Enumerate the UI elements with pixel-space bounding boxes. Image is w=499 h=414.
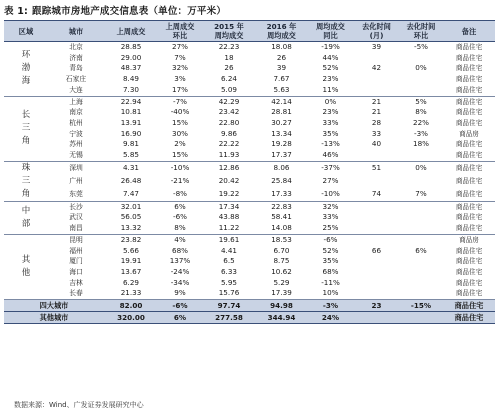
value-cell: -10% (307, 188, 354, 202)
value-cell (354, 223, 399, 234)
city-cell: 厦门 (69, 257, 83, 266)
value-cell: 32.01 (120, 201, 142, 211)
value-cell: 7.47 (104, 188, 158, 202)
value-cell (354, 201, 399, 212)
value-cell: -6% (173, 212, 187, 222)
value-cell: -3% (414, 128, 428, 138)
city-cell: 昆明 (69, 235, 83, 244)
table-row (4, 85, 495, 96)
value-cell: 22.94 (120, 96, 142, 106)
value-cell: 4.31 (122, 162, 139, 172)
total-row (4, 300, 495, 312)
city-cell: 南昌 (48, 223, 104, 234)
value-cell (399, 201, 443, 212)
value-cell: 22.80 (218, 117, 240, 127)
value-cell (354, 267, 399, 278)
table-row (4, 223, 495, 234)
value-cell: 277.58 (202, 312, 256, 324)
header-weekly-yoy: 周均成交 同比 (307, 21, 354, 42)
value-cell: 0% (415, 162, 427, 172)
value-cell (354, 312, 399, 324)
value-cell: 74 (354, 188, 399, 202)
value-cell: 8.49 (122, 74, 139, 84)
value-cell: 94.98 (256, 300, 307, 312)
value-cell: 40 (371, 139, 382, 149)
table-row (4, 288, 495, 299)
value-cell: 13.67 (120, 266, 142, 276)
value-cell: 43.88 (218, 212, 240, 222)
value-cell: 7% (399, 188, 443, 202)
value-cell: 23 (354, 300, 399, 312)
value-cell: 24% (307, 312, 354, 324)
value-cell: 7.30 (104, 85, 158, 96)
note-cell: 商品住宅 (455, 43, 483, 51)
header-last-week: 上周成交 (104, 21, 158, 42)
value-cell: 28 (371, 117, 382, 127)
value-cell: 39 (371, 42, 382, 51)
header-region: 区域 (4, 21, 48, 42)
value-cell: -37% (321, 162, 340, 172)
note-cell: 商品住宅 (455, 267, 483, 276)
value-cell (399, 267, 443, 278)
note-cell: 商品住宅 (455, 213, 483, 222)
value-cell (399, 150, 443, 161)
region-char: 三 (21, 123, 31, 134)
value-cell: 39 (276, 63, 287, 73)
note-cell: 商品住宅 (455, 97, 483, 106)
table-title-text: 跟踪城市房地产成交信息表（单位：万平米） (32, 6, 227, 17)
city-cell: 大连 (48, 85, 104, 96)
note-cell: 商品住宅 (443, 312, 495, 324)
note-cell: 商品住宅 (455, 257, 483, 266)
value-cell: 5% (415, 96, 427, 106)
note-cell: 商品住宅 (455, 64, 483, 73)
value-cell: 6% (174, 201, 186, 211)
value-cell: -34% (170, 277, 190, 287)
region-char: 中 (21, 205, 31, 216)
value-cell: 21.33 (104, 288, 158, 299)
city-cell: 济南 (69, 53, 83, 62)
value-cell: 11.93 (202, 150, 256, 161)
value-cell: 9.81 (122, 139, 139, 149)
city-cell: 长春 (48, 288, 104, 299)
value-cell: 3% (174, 74, 186, 84)
value-cell (399, 175, 443, 188)
note-cell: 商品住宅 (455, 163, 483, 172)
value-cell: 20.42 (218, 175, 240, 185)
value-cell: 6% (415, 245, 427, 255)
table-row (4, 175, 495, 188)
value-cell: 8% (158, 223, 202, 234)
value-cell: 2% (174, 139, 186, 149)
value-cell: 42.14 (271, 96, 292, 106)
value-cell: -6% (158, 300, 202, 312)
value-cell (399, 85, 443, 96)
value-cell: 12.86 (218, 162, 240, 172)
value-cell (354, 53, 399, 64)
value-cell: 23% (322, 74, 339, 84)
total-row (4, 312, 495, 324)
value-cell (399, 278, 443, 289)
note-cell: 商品住宅 (443, 188, 495, 202)
value-cell: -21% (170, 175, 190, 185)
value-cell: 27% (172, 42, 188, 51)
value-cell (354, 256, 399, 267)
value-cell: 320.00 (104, 312, 158, 324)
value-cell: 17.34 (218, 201, 240, 211)
city-cell: 北京 (69, 43, 83, 51)
value-cell (354, 234, 399, 245)
city-cell: 石家庄 (65, 75, 87, 84)
table-header (4, 21, 495, 42)
value-cell: -15% (399, 300, 443, 312)
region-cell (4, 96, 48, 161)
city-cell: 宁波 (69, 129, 83, 138)
table-row (4, 107, 495, 118)
value-cell: 33% (322, 117, 339, 127)
value-cell: 30% (172, 128, 188, 138)
value-cell: 6% (158, 312, 202, 324)
note-cell: 商品住宅 (455, 278, 483, 287)
table-row (4, 212, 495, 223)
value-cell: 68% (172, 245, 188, 255)
value-cell: 10.81 (120, 107, 142, 117)
value-cell (354, 212, 399, 223)
value-cell (399, 234, 443, 245)
value-cell: 6.29 (122, 277, 139, 287)
value-cell (399, 74, 443, 85)
value-cell: 19.28 (271, 139, 292, 149)
city-transactions-table (4, 20, 495, 324)
table-row (4, 96, 495, 107)
value-cell (399, 288, 443, 299)
table-row (4, 139, 495, 150)
value-cell (399, 223, 443, 234)
value-cell: 19.91 (120, 256, 142, 266)
note-cell: 商品住宅 (443, 150, 495, 161)
value-cell: 0% (415, 63, 427, 73)
value-cell: 23.42 (218, 107, 240, 117)
value-cell: 15% (158, 150, 202, 161)
header-inventory-months: 去化时间 (月) (354, 21, 399, 42)
value-cell: 7% (174, 52, 186, 62)
city-cell: 深圳 (69, 163, 83, 172)
value-cell: 33 (371, 128, 382, 138)
total-label: 其他城市 (4, 312, 104, 324)
value-cell: 18.53 (271, 234, 292, 244)
value-cell: 29.00 (120, 52, 142, 62)
value-cell: 35% (322, 256, 339, 266)
value-cell (399, 312, 443, 324)
table-row (4, 246, 495, 257)
value-cell: 19.22 (202, 188, 256, 202)
city-cell: 武汉 (69, 213, 83, 222)
city-cell: 杭州 (69, 118, 83, 127)
value-cell: 8.06 (273, 162, 290, 172)
value-cell: 68% (322, 266, 339, 276)
value-cell: 17.37 (256, 150, 307, 161)
value-cell: 28.85 (120, 42, 142, 51)
value-cell: 7.67 (273, 74, 290, 84)
value-cell: 344.94 (256, 312, 307, 324)
city-cell: 福州 (69, 246, 83, 255)
value-cell: 18.08 (271, 42, 292, 51)
value-cell: 66 (371, 245, 382, 255)
table-row (4, 42, 495, 53)
note-cell: 商品住宅 (455, 246, 483, 255)
value-cell: 13.32 (104, 223, 158, 234)
value-cell: 5.85 (104, 150, 158, 161)
table-row (4, 234, 495, 245)
table-number: 表 1: (4, 6, 29, 17)
value-cell: -8% (158, 188, 202, 202)
table-row (4, 53, 495, 64)
value-cell: 0% (324, 96, 337, 106)
table-row (4, 188, 495, 202)
value-cell (399, 212, 443, 223)
table-row (4, 267, 495, 278)
value-cell: 6.70 (273, 245, 290, 255)
region-char: 渤 (21, 63, 31, 74)
value-cell: 22% (413, 117, 429, 127)
value-cell (354, 288, 399, 299)
value-cell: 30.27 (271, 117, 292, 127)
value-cell: 18% (413, 139, 429, 149)
value-cell: 4% (174, 234, 186, 244)
region-char: 他 (21, 267, 31, 278)
value-cell: 25.84 (271, 175, 292, 185)
value-cell: 6.33 (220, 266, 237, 276)
city-cell: 吉林 (69, 278, 83, 287)
value-cell: 10.62 (271, 266, 292, 276)
header-2016: 2016 年 周均成交 (256, 21, 307, 42)
city-cell: 苏州 (69, 140, 83, 149)
table-row (4, 63, 495, 74)
value-cell (354, 175, 399, 188)
region-char: 角 (21, 136, 31, 147)
value-cell (354, 85, 399, 96)
value-cell: 15% (172, 117, 188, 127)
note-cell: 商品住宅 (455, 202, 483, 211)
table-row (4, 201, 495, 212)
value-cell: 11% (307, 85, 354, 96)
table-row (4, 129, 495, 140)
city-cell: 长沙 (69, 202, 83, 211)
table-row (4, 118, 495, 129)
value-cell: 52% (322, 63, 339, 73)
value-cell (354, 150, 399, 161)
city-cell: 海口 (69, 267, 83, 276)
value-cell: 13.34 (271, 128, 292, 138)
value-cell: 16.90 (120, 128, 142, 138)
table-row (4, 74, 495, 85)
value-cell: 4.41 (220, 245, 237, 255)
value-cell (399, 256, 443, 267)
region-cell (4, 201, 48, 234)
value-cell: -13% (321, 139, 340, 149)
value-cell: 19.61 (218, 234, 240, 244)
value-cell: 21 (371, 96, 382, 106)
value-cell: 27% (322, 175, 339, 185)
table-row (4, 161, 495, 175)
city-cell: 青岛 (69, 64, 83, 73)
value-cell: 5.09 (202, 85, 256, 96)
value-cell: 32% (172, 63, 188, 73)
value-cell: 15.76 (202, 288, 256, 299)
value-cell: 22.23 (218, 42, 240, 51)
value-cell: 14.08 (256, 223, 307, 234)
region-char: 环 (21, 50, 31, 61)
value-cell: 51 (371, 162, 382, 172)
value-cell: 46% (307, 150, 354, 161)
note-cell: 商品住宅 (455, 108, 483, 117)
value-cell: 23.82 (120, 234, 142, 244)
note-cell: 商品房 (459, 129, 479, 138)
value-cell: 44% (322, 52, 339, 62)
city-cell: 无锡 (48, 150, 104, 161)
value-cell: -19% (321, 42, 340, 51)
value-cell: 8% (415, 107, 427, 117)
header-2015: 2015 年 周均成交 (202, 21, 256, 42)
note-cell: 商品住宅 (455, 140, 483, 149)
total-label: 四大城市 (4, 300, 104, 312)
value-cell: 5.63 (256, 85, 307, 96)
value-cell: 10% (307, 288, 354, 299)
value-cell: 9.86 (220, 128, 237, 138)
value-cell (354, 278, 399, 289)
note-cell: 商品住宅 (443, 85, 495, 96)
region-char: 长 (21, 110, 31, 121)
note-cell: 商品住宅 (455, 176, 483, 185)
value-cell: 23% (322, 107, 339, 117)
note-cell: 商品住宅 (443, 300, 495, 312)
value-cell: 56.05 (120, 212, 142, 222)
region-char: 部 (21, 218, 31, 229)
value-cell: 25% (307, 223, 354, 234)
value-cell: 18 (224, 52, 234, 62)
value-cell: 28.81 (271, 107, 292, 117)
value-cell: -40% (170, 107, 190, 117)
value-cell: 52% (322, 245, 339, 255)
table-row (4, 150, 495, 161)
data-source: 数据来源：Wind、广发证券发展研究中心 (14, 401, 144, 409)
value-cell: 11.22 (202, 223, 256, 234)
value-cell: -24% (170, 266, 190, 276)
value-cell (399, 53, 443, 64)
value-cell: -6% (323, 234, 338, 244)
value-cell: 17.39 (256, 288, 307, 299)
value-cell: 32% (322, 201, 339, 211)
value-cell: -11% (321, 277, 340, 287)
city-cell: 东莞 (48, 188, 104, 202)
value-cell: 26 (224, 63, 234, 73)
note-cell: 商品房 (459, 235, 479, 244)
value-cell: -10% (170, 162, 190, 172)
table-row (4, 278, 495, 289)
region-cell (4, 234, 48, 299)
value-cell: 26 (276, 52, 287, 62)
value-cell: 137% (169, 256, 191, 266)
value-cell: 21 (371, 107, 382, 117)
value-cell: 35% (322, 128, 339, 138)
value-cell: 48.37 (120, 63, 142, 73)
value-cell: -5% (414, 42, 428, 51)
header-inventory-change: 去化时间 环比 (399, 21, 443, 42)
value-cell: 5.29 (273, 277, 290, 287)
region-char: 角 (21, 188, 31, 199)
note-cell: 商品住宅 (455, 53, 483, 62)
table-row (4, 256, 495, 267)
value-cell: 82.00 (104, 300, 158, 312)
value-cell: 22.83 (271, 201, 292, 211)
city-cell: 南京 (69, 108, 83, 117)
value-cell: 5.66 (122, 245, 139, 255)
region-char: 其 (21, 254, 31, 265)
header-city: 城市 (48, 21, 104, 42)
note-cell: 商品住宅 (455, 75, 483, 84)
region-cell (4, 42, 48, 97)
city-cell: 广州 (69, 176, 83, 185)
value-cell: 33% (322, 212, 339, 222)
region-char: 三 (21, 175, 31, 186)
table-title (4, 3, 226, 17)
region-cell (4, 161, 48, 201)
table-body (4, 42, 495, 324)
value-cell: 22.22 (218, 139, 240, 149)
value-cell (354, 74, 399, 85)
value-cell: 17% (158, 85, 202, 96)
value-cell: 9% (158, 288, 202, 299)
value-cell: 8.75 (273, 256, 290, 266)
value-cell: 5.95 (220, 277, 237, 287)
header-note: 备注 (443, 21, 495, 42)
note-cell: 商品住宅 (443, 223, 495, 234)
value-cell: 97.74 (202, 300, 256, 312)
value-cell: 13.91 (120, 117, 142, 127)
value-cell: 26.48 (120, 175, 142, 185)
region-char: 海 (21, 76, 31, 87)
value-cell: -7% (173, 96, 187, 106)
city-cell: 上海 (69, 97, 83, 106)
value-cell: 42 (371, 63, 382, 73)
value-cell: 58.41 (271, 212, 292, 222)
header-week-change: 上周成交 环比 (158, 21, 202, 42)
value-cell: 6.5 (223, 256, 235, 266)
region-char: 珠 (21, 162, 31, 173)
value-cell: 6.24 (220, 74, 237, 84)
value-cell: 17.33 (256, 188, 307, 202)
note-cell: 商品住宅 (455, 118, 483, 127)
value-cell: -3% (307, 300, 354, 312)
note-cell: 商品住宅 (443, 288, 495, 299)
value-cell: 42.29 (218, 96, 240, 106)
